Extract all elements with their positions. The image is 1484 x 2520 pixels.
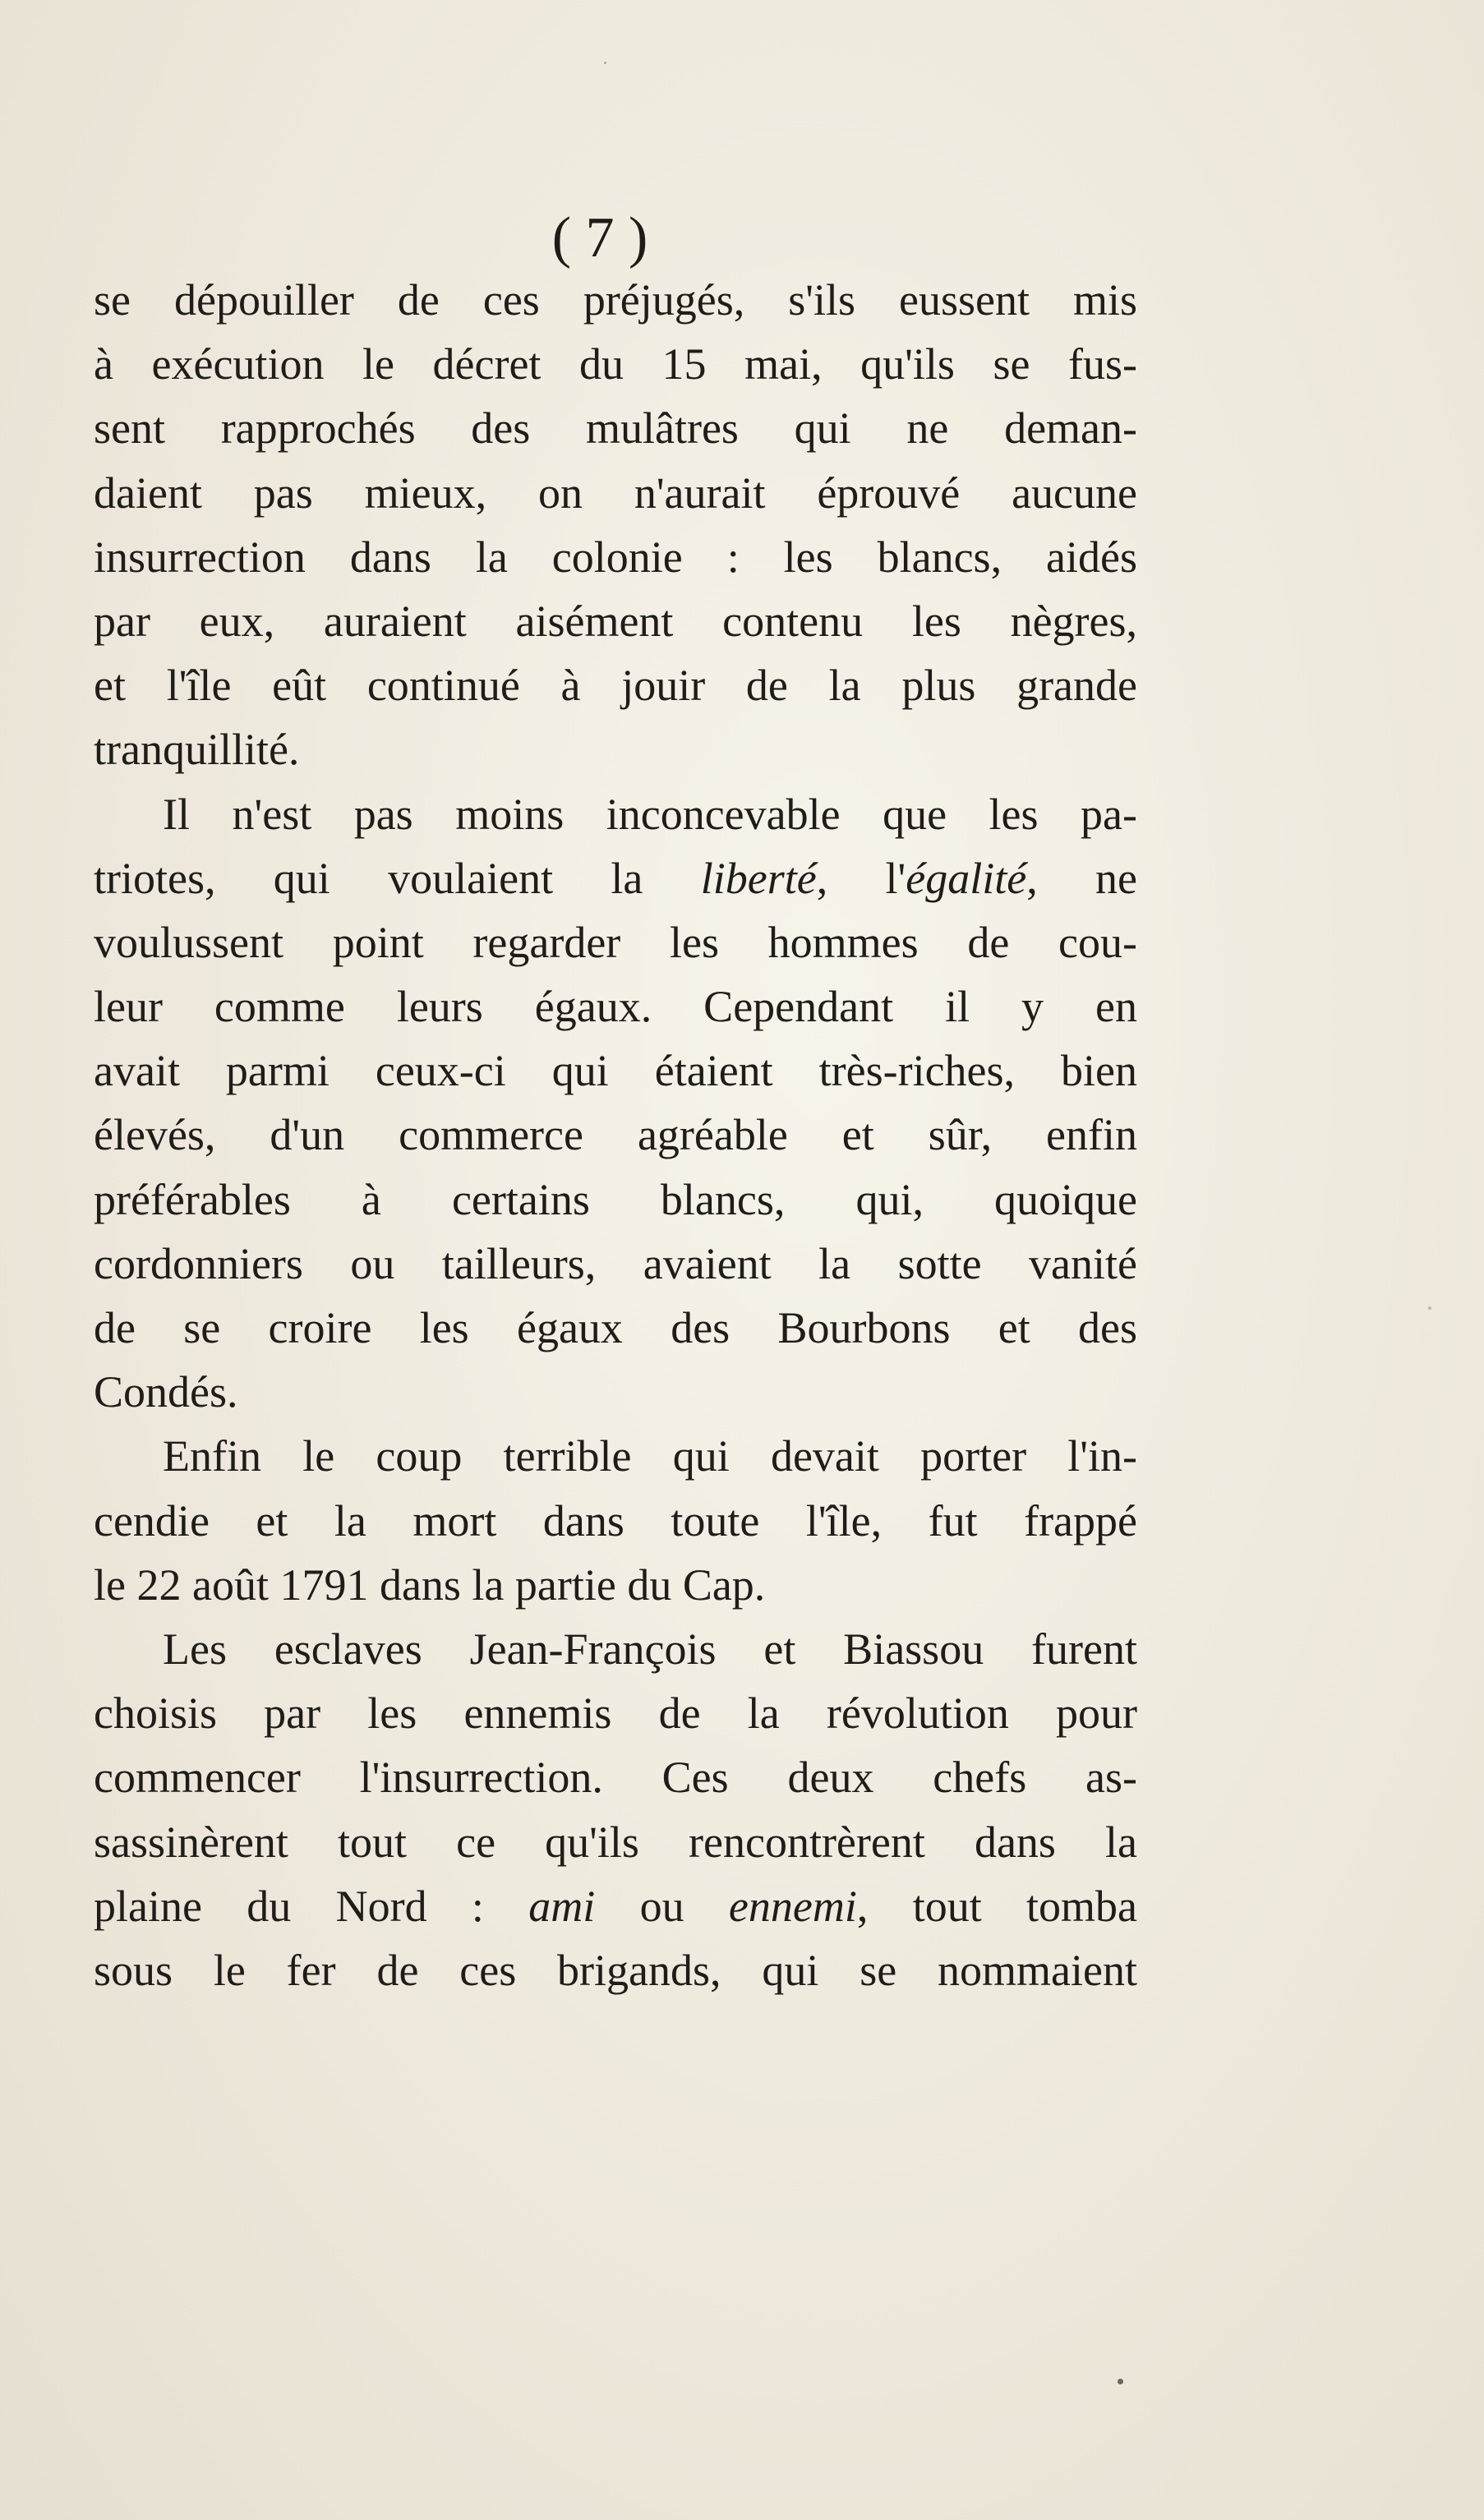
text-line: voulussent point regarder les hommes de cou- [94, 917, 1137, 967]
italic-word: égalité [906, 853, 1027, 903]
text-line: à exécution le décret du 15 mai, qu'ils se fus- [94, 339, 1137, 389]
text-line: et l'île eût continué à jouir de la plus grande [94, 661, 1137, 711]
italic-word: ami [528, 1881, 596, 1931]
paper-speck [1428, 1306, 1431, 1310]
page-number: ( 7 ) [551, 206, 648, 270]
text-run: plaine du Nord : [94, 1881, 529, 1931]
text-line: cordonniers ou tailleurs, avaient la sotte vanité [94, 1238, 1137, 1288]
paper-speck [604, 62, 606, 64]
italic-word: ennemi [728, 1881, 857, 1931]
text-run: triotes, qui voulaient la [94, 853, 701, 903]
text-line: sent rapprochés des mulâtres qui ne deman- [94, 403, 1137, 454]
text-line: commencer l'insurrection. Ces deux chefs as- [94, 1753, 1137, 1803]
text-line-with-italics [94, 846, 1137, 910]
text-line: de se croire les égaux des Bourbons et des [94, 1303, 1137, 1352]
text-line: le 22 août 1791 dans la partie du Cap. [94, 1559, 766, 1610]
text-line: Les esclaves Jean-François et Biassou furent [163, 1624, 1137, 1674]
text-run: ou [595, 1881, 729, 1931]
text-line: Il n'est pas moins inconcevable que les pa- [163, 789, 1137, 839]
text-line: insurrection dans la colonie : les blancs, aidés [94, 532, 1137, 582]
text-line-with-italics [94, 1874, 1137, 1938]
paper-speck [1118, 2379, 1123, 2384]
body-text [94, 268, 1137, 2002]
text-line: sous le fer de ces brigands, qui se nommaient [94, 1945, 1137, 1995]
text-run: , l' [816, 853, 906, 903]
text-line: se dépouiller de ces préjugés, s'ils eussent mis [94, 275, 1137, 325]
italic-word: liberté [700, 853, 817, 903]
text-line: préférables à certains blancs, qui, quoique [94, 1174, 1137, 1224]
text-line: élevés, d'un commerce agréable et sûr, enfin [94, 1110, 1137, 1160]
text-line: cendie et la mort dans toute l'île, fut frappé [94, 1495, 1137, 1546]
text-line: Enfin le coup terrible qui devait porter l'in- [163, 1431, 1137, 1481]
text-line: Condés. [94, 1367, 238, 1417]
text-run: , ne [1026, 853, 1137, 903]
text-line: leur comme leurs égaux. Cependant il y en [94, 982, 1137, 1032]
text-line: par eux, auraient aisément contenu les nègres, [94, 596, 1137, 646]
text-line: choisis par les ennemis de la révolution pour [94, 1688, 1137, 1739]
text-line: tranquillité. [94, 725, 300, 775]
text-line: avait parmi ceux-ci qui étaient très-riches, bien [94, 1046, 1137, 1096]
text-line: daient pas mieux, on n'aurait éprouvé aucune [94, 468, 1137, 518]
text-run: , tout tomba [856, 1881, 1137, 1931]
text-line: sassinèrent tout ce qu'ils rencontrèrent dans la [94, 1817, 1137, 1867]
